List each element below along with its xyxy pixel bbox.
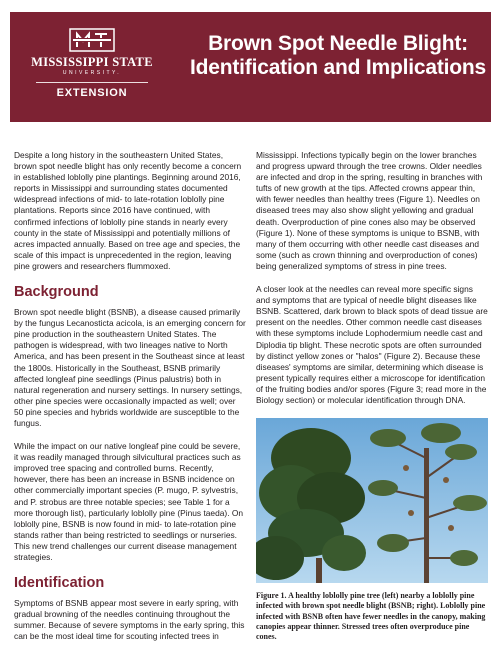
logo-university-word: UNIVERSITY. — [62, 70, 122, 76]
left-column — [14, 150, 246, 654]
logo-university-name: MISSISSIPPI STATE — [31, 55, 153, 69]
header-banner — [10, 12, 491, 122]
figure-1-caption: Figure 1. A healthy loblolly pine tree (left) nearby a loblolly pine infected with brown spot needle blight (BSNB; right). Loblolly pine infected with BSNB often have fewer needles in the canopy, making canopies appear thinner. Stressed trees often overproduce pine cones. — [256, 591, 486, 642]
identification-paragraph-1: Symptoms of BSNB appear most severe in early spring, with gradual browning of the needles continuing throughout the summer. Because of severe symptoms in the early spring, this can be the most ideal time for scouting infected trees in — [14, 598, 245, 642]
document-title: Brown Spot Needle Blight: Identification and Implications — [190, 32, 486, 79]
symptoms-paragraph: Mississippi. Infections typically begin on the lower branches and progress upward through the tree crowns. Older needles are infected and drop in the spring, resulting in branches with tufts of new growth at the tips. Affected crowns appear thin, with fewer needles than healthy trees (Figure 1). Needles on diseased trees may also show slight yellowing and gradual death. Overproduction of pine cones also may be observed (Figure 1). None of these symptoms is unique to BSNB, with many of them occurring with other needle cast diseases and some (such as crown thinning and overproduction of cones) being generalized symptoms of stress in pine trees. — [256, 150, 483, 271]
figure-1-photo — [256, 418, 488, 583]
needle-signs-paragraph: A closer look at the needles can reveal more specific signs and symptoms that are typical of needle blight diseases like BSNB. Scattered, dark brown to black spots of dead tissue are present on the needles. Other common needle cast diseases with these symptoms include Lophodermium needle cast and Diplodia tip blight. These necrotic spots are often surrounded by distinct yellow zones or "halos" (Figure 2). Because these diseases' symptoms are similar, determining which disease is present typically requires either a microscope for identification of the fruiting bodies and/or spores (Figure 3; read more in the Biology section) or molecular identification through DNA. — [256, 284, 488, 405]
msu-extension-logo — [22, 28, 162, 108]
background-paragraph-1: Brown spot needle blight (BSNB), a disease caused primarily by the fungus Lecanosticta acicola, is an emerging concern for pine production in the southeastern United States. The pathogen is widespread, with two lineages native to North America, and has been present in the Southeast since at least the 1800s. Historically in the Southeast, BSNB primarily affected longleaf pine seedlings (Pinus palustris) both in natural regeneration and nursery settings. In nursery settings, other pine species were occasionally impacted as well; over 50 pine species and hybrids worldwide are susceptible to the fungus. — [14, 307, 246, 428]
background-paragraph-2: While the impact on our native longleaf pine could be severe, it was readily managed through silvicultural practices such as improved tree spacing and controlled burns. Recently, however, there has been an increase in BSNB incidence on other commercially important species (P. mugo, P. sylvestris, and P. strobus are three notable species; see Table 1 for a more thorough list), particularly loblolly pine (Pinus taeda). On loblolly pine, BSNB is now found in mid- to late-rotation pine stands rather than being restricted to seedlings or nurseries. This new trend challenges our current disease management strategies. — [14, 441, 244, 562]
background-heading: Background — [14, 284, 99, 301]
pine-trees-photo — [256, 418, 488, 583]
right-column — [256, 150, 488, 643]
logo-extension-word: EXTENSION — [36, 82, 148, 99]
intro-paragraph: Despite a long history in the southeastern United States, brown spot needle blight has only recently become a concern in established loblolly pine plantings. Beginning around 2016, reports in Mississippi and surrounding states documented widespread infections of mid- to late-rotation loblolly pine plantations. Reports since 2016 have continued, with confirmed infections of loblolly pine stands in nearly every county in the state of Mississippi and potentially millions of acres impacted annually. Based on tree age and species, the scale of this impact is unprecedented in the region, leaving pine growers and researchers flummoxed. — [14, 150, 242, 271]
msu-shield-icon — [69, 28, 115, 52]
identification-heading: Identification — [14, 575, 105, 592]
